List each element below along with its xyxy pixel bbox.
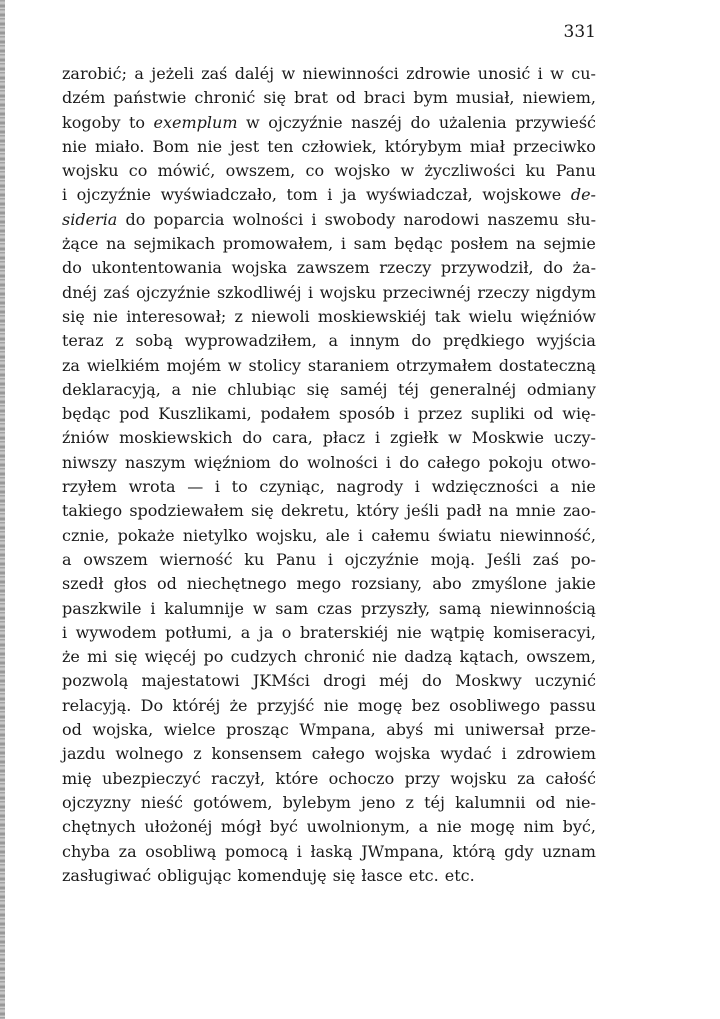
text-line: rzyłem wrota — i to czyniąc, nagrody i wdzięczności a nie <box>62 477 596 497</box>
text-line: od wojska, wielce prosząc Wmpana, abyś mi uniwersał prze- <box>62 720 596 740</box>
text-line: będąc pod Kuszlikami, podałem sposób i przez supliki od wię- <box>62 404 596 424</box>
text-line: sideria do poparcia wolności i swobody narodowi naszemu słu- <box>62 209 596 229</box>
text-line: nie miało. Bom nie jest ten człowiek, którybym miał przeciwko <box>62 136 596 156</box>
text-line: a owszem wierność ku Panu i ojczyźnie moją. Jeśli zaś po- <box>62 549 596 569</box>
text-line: do ukontentowania wojska zawszem rzeczy przywodził, do ża- <box>62 258 596 278</box>
text-line: chętnych ułożonéj mógł być uwolnionym, a nie mogę nim być, <box>62 817 596 837</box>
text-line: jazdu wolnego z konsensem całego wojska wydać i zdrowiem <box>62 744 596 764</box>
page-number: 331 <box>563 22 596 42</box>
body-text <box>62 62 596 888</box>
text-line: niwszy naszym więźniom do wolności i do całego pokoju otwo- <box>62 452 596 472</box>
text-line: się nie interesował; z niewoli moskiewskiéj tak wielu więźniów <box>62 306 596 326</box>
text-line: mię ubezpieczyć raczył, które ochoczo przy wojsku za całość <box>62 768 596 788</box>
text-line: żące na sejmikach promowałem, i sam będąc posłem na sejmie <box>62 234 596 254</box>
text-line: chyba za osobliwą pomocą i łaską JWmpana, którą gdy uznam <box>62 841 596 861</box>
text-line: teraz z sobą wyprowadziłem, a innym do prędkiego wyjścia <box>62 331 596 351</box>
text-line: źniów moskiewskich do cara, płacz i zgiełk w Moskwie uczy- <box>62 428 596 448</box>
text-line: dnéj zaś ojczyźnie szkodliwéj i wojsku przeciwnéj rzeczy nigdym <box>62 282 596 302</box>
text-line: takiego spodziewałem się dekretu, który jeśli padł na mnie zao- <box>62 501 596 521</box>
text-line: i wywodem potłumi, a ja o braterskiéj nie wątpię komiseracyi, <box>62 622 596 642</box>
text-line: za wielkiém mojém w stolicy staraniem otrzymałem dostateczną <box>62 355 596 375</box>
page-binding-edge <box>0 0 5 1019</box>
text-line: relacyją. Do któréj że przyjść nie mogę bez osobliwego passu <box>62 695 596 715</box>
text-line: zarobić; a jeżeli zaś daléj w niewinności zdrowie unosić i w cu- <box>62 64 596 83</box>
text-line: zasługiwać obligując komenduję się łasce etc. etc. <box>62 865 475 885</box>
text-line: cznie, pokaże nietylko wojsku, ale i całemu światu niewinność, <box>62 525 596 545</box>
text-line: deklaracyją, a nie chlubiąc się saméj téj generalnéj odmiany <box>62 379 596 399</box>
text-line: ojczyzny nieść gotówem, bylebym jeno z téj kalumnii od nie- <box>62 792 596 812</box>
text-line: i ojczyźnie wyświadczało, tom i ja wyświadczał, wojskowe de- <box>62 185 596 205</box>
text-line: że mi się więcéj po cudzych chronić nie dadzą kątach, owszem, <box>62 647 596 667</box>
text-line: wojsku co mówić, owszem, co wojsko w życzliwości ku Panu <box>62 161 596 181</box>
text-line: szedł głos od niechętnego mego rozsiany, abo zmyślone jakie <box>62 574 596 594</box>
text-line: pozwolą majestatowi JKMści drogi méj do Moskwy uczynić <box>62 671 596 691</box>
text-line: dzém państwie chronić się brat od braci bym musiał, niewiem, <box>62 88 596 108</box>
text-line: paszkwile i kalumnije w sam czas przyszły, samą niewinnością <box>62 598 596 618</box>
text-line: kogoby to exemplum w ojczyźnie naszéj do użalenia przywieść <box>62 112 596 132</box>
